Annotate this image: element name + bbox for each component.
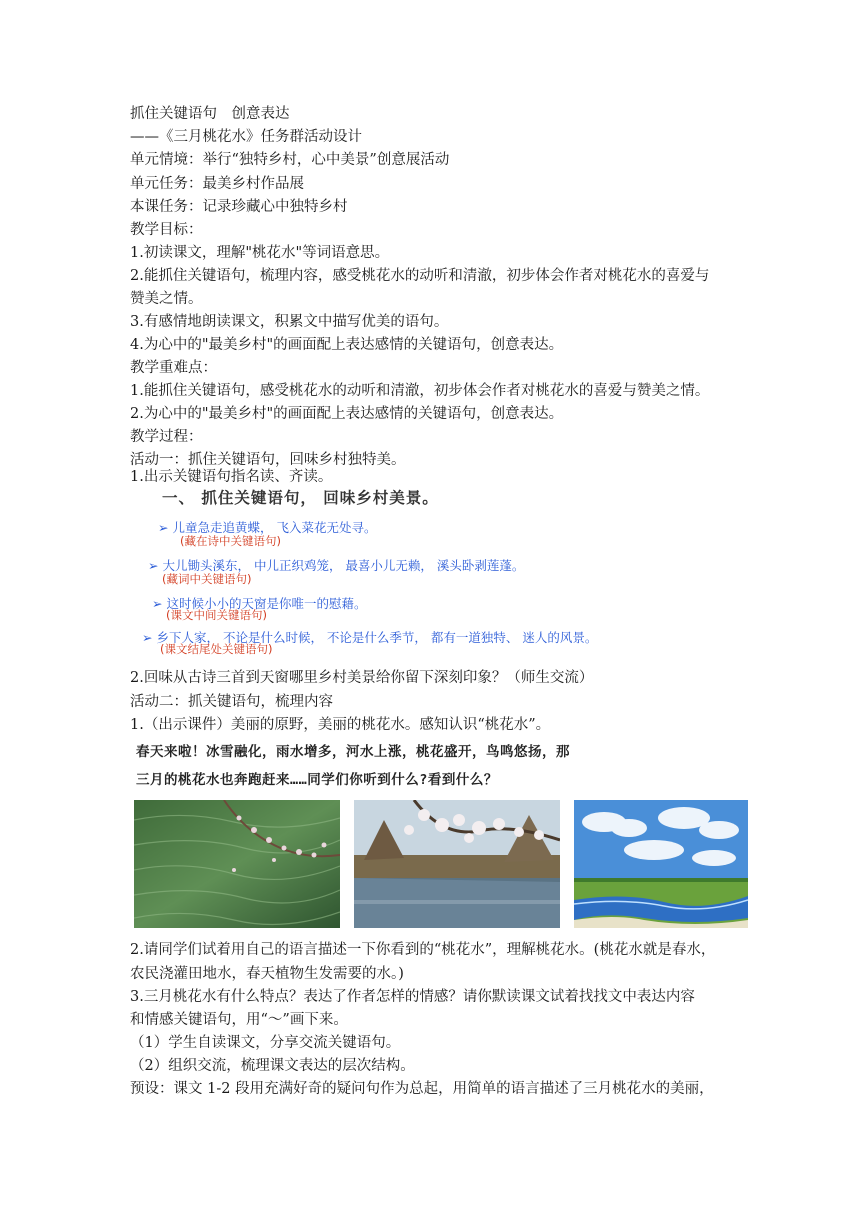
slide-tag-3: (课文中间关键语句) [166, 608, 267, 622]
arrow-icon: ➢ [158, 520, 169, 535]
unit-situation: 单元情境：举行“独特乡村，心中美景”创意展活动 [130, 152, 450, 168]
activity-2-step-3-line2: 和情感关键语句，用“～”画下来。 [130, 1012, 348, 1028]
slide-heading: 一、 抓住关键语句， 回味乡村美景。 [162, 489, 439, 507]
blue-river-photo [574, 800, 748, 928]
unit-task: 单元任务：最美乡村作品展 [130, 176, 304, 192]
key-sentences-slide [140, 486, 740, 656]
activity-2: 活动二：抓关键语句，梳理内容 [130, 694, 333, 710]
doc-subtitle: ——《三月桃花水》任务群活动设计 [130, 129, 362, 145]
goal-3: 3.有感情地朗读课文，积累文中描写优美的语句。 [130, 314, 449, 330]
sub-step-2: （2）组织交流，梳理课文表达的层次结构。 [130, 1058, 415, 1074]
activity-1-step-2: 2.回味从古诗三首到天窗哪里乡村美景给你留下深刻印象？（师生交流） [130, 670, 594, 686]
activity-1: 活动一：抓住关键语句，回味乡村独特美。 [130, 452, 406, 468]
sub-step-1: （1）学生自读课文，分享交流关键语句。 [130, 1035, 401, 1051]
activity-2-step-3-line1: 3.三月桃花水有什么特点？表达了作者怎样的情感？请你默读课文试着找找文中表达内容 [130, 989, 695, 1005]
goal-4: 4.为心中的"最美乡村"的画面配上表达感情的关键语句，创意表达。 [130, 337, 564, 353]
goal-1: 1.初读课文，理解"桃花水"等词语意思。 [130, 245, 390, 261]
arrow-icon: ➢ [148, 558, 159, 573]
arrow-icon: ➢ [152, 596, 163, 611]
slide-tag-4: (课文结尾处关键语句) [160, 642, 273, 656]
key-point-2: 2.为心中的"最美乡村"的画面配上表达感情的关键语句，创意表达。 [130, 406, 564, 422]
poem-line-1: 春天来啦！冰雪融化，雨水增多，河水上涨，桃花盛开，鸟鸣悠扬，那 [136, 744, 570, 760]
slide-sentence-2: ➢ 大儿锄头溪东， 中儿正织鸡笼， 最喜小儿无赖， 溪头卧剥莲蓬。 [148, 558, 525, 573]
preset-text: 预设：课文 1-2 段用充满好奇的疑问句作为总起，用简单的语言描述了三月桃花水的美丽， [130, 1081, 714, 1097]
arrow-icon: ➢ [142, 630, 153, 645]
activity-2-step-2-line2: 农民浇灌田地水，春天植物生发需要的水。) [130, 966, 404, 982]
river-blossom-photo [354, 800, 560, 928]
slide-sentence-1: ➢ 儿童急走追黄蝶， 飞入菜花无处寻。 [158, 520, 377, 535]
slide-sentence-4: ➢ 乡下人家， 不论是什么时候， 不论是什么季节， 都有一道独特、 迷人的风景。 [142, 630, 598, 645]
slide-tag-2: (藏词中关键语句) [162, 572, 252, 586]
goal-2-line1: 2.能抓住关键语句，梳理内容，感受桃花水的动听和清澈，初步体会作者对桃花水的喜爱与 [130, 268, 710, 284]
key-points-heading: 教学重难点： [130, 360, 217, 376]
activity-2-step-2-line1: 2.请同学们试着用自己的语言描述一下你看到的“桃花水”，理解桃花水。(桃花水就是春水， [130, 942, 716, 958]
water-blossom-photo [134, 800, 340, 928]
key-point-1: 1.能抓住关键语句，感受桃花水的动听和清澈，初步体会作者对桃花水的喜爱与赞美之情。 [130, 383, 710, 399]
activity-1-step-1: 1.出示关键语句指名读、齐读。 [130, 469, 333, 485]
goal-2-line2: 赞美之情。 [130, 291, 203, 307]
goals-heading: 教学目标： [130, 222, 203, 238]
poem-line-2: 三月的桃花水也奔跑赶来……同学们你听到什么?看到什么？ [136, 772, 498, 788]
lesson-task: 本课任务：记录珍藏心中独特乡村 [130, 199, 348, 215]
doc-title: 抓住关键语句 创意表达 [130, 106, 290, 122]
activity-2-step-1: 1.（出示课件）美丽的原野，美丽的桃花水。感知认识“桃花水”。 [130, 717, 551, 733]
slide-sentence-3: ➢ 这时候小小的天窗是你唯一的慰藉。 [152, 596, 367, 611]
process-heading: 教学过程： [130, 429, 203, 445]
slide-tag-1: (藏在诗中关键语句) [180, 534, 281, 548]
